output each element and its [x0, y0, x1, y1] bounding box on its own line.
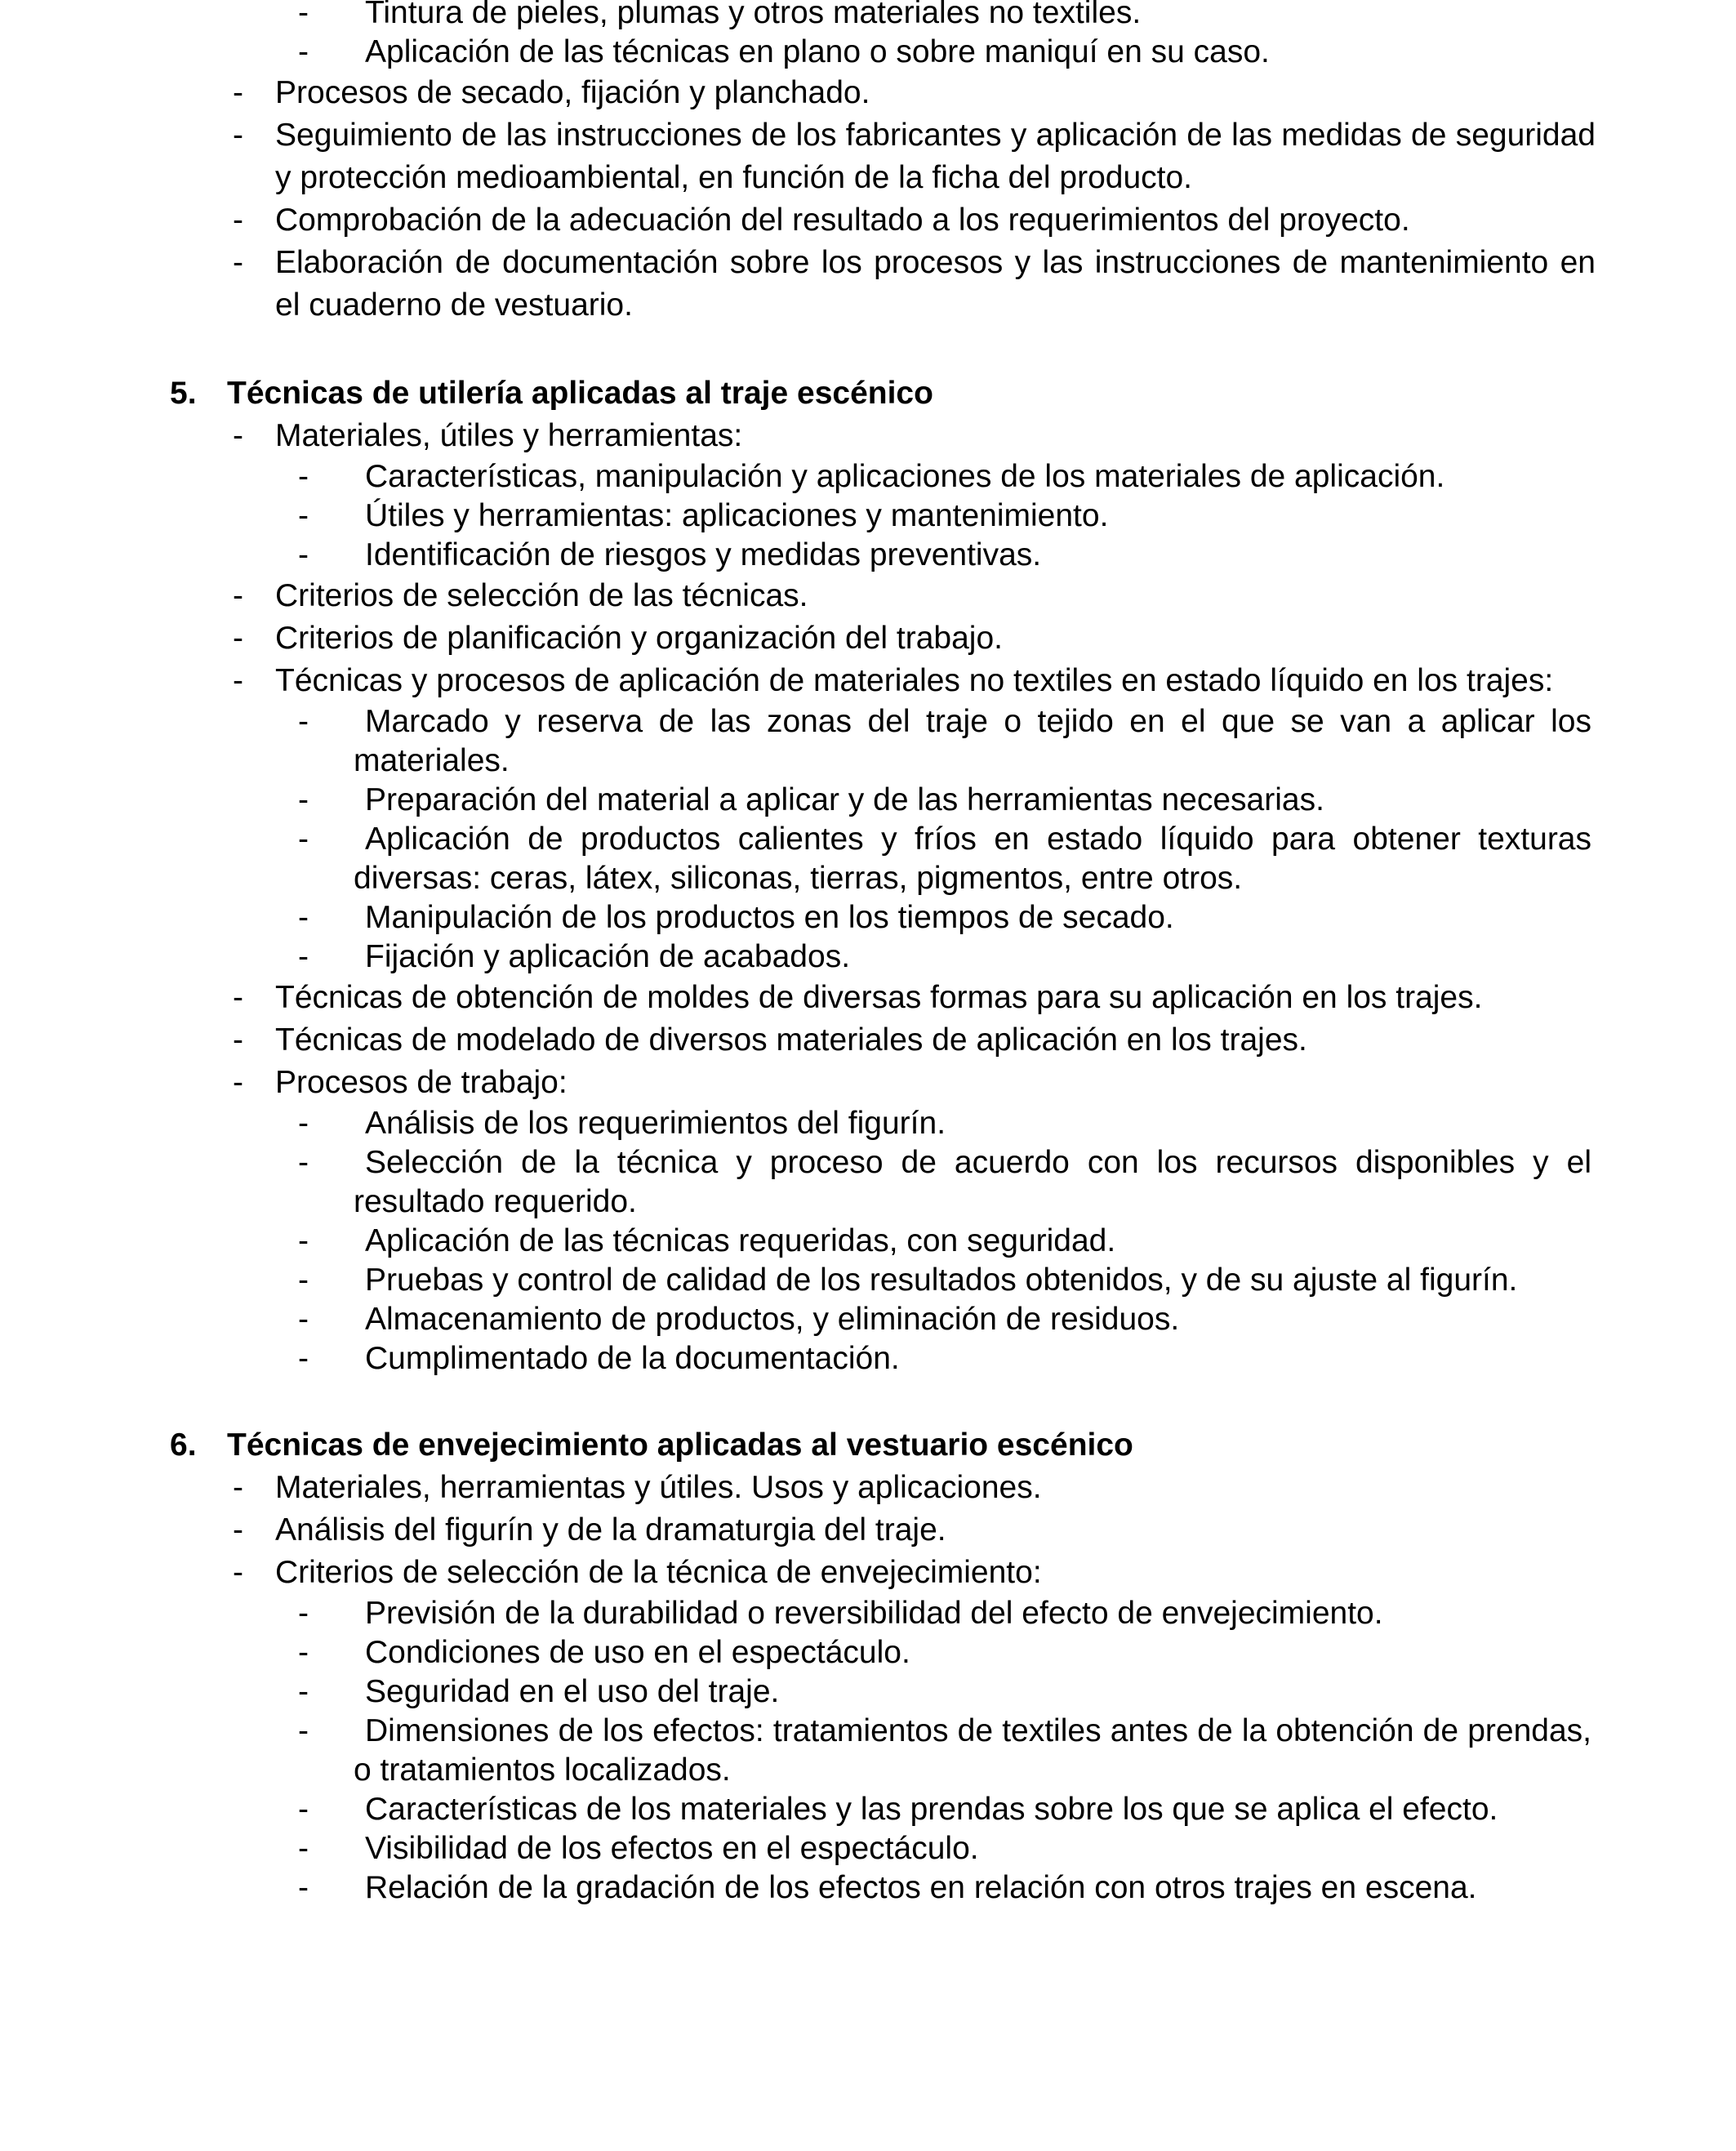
sub-list-item — [298, 536, 1591, 575]
section-title: Técnicas de utilería aplicadas al traje escénico — [227, 376, 933, 411]
sub-list-item — [298, 457, 1591, 497]
list-item-text: Criterios de selección de la técnica de envejecimiento: — [275, 1555, 1042, 1590]
bullet-dash: - — [298, 498, 309, 533]
bullet-dash: - — [298, 782, 309, 817]
sub-list-item-text: Características, manipulación y aplicaciones de los materiales de aplicación. — [365, 459, 1445, 494]
section-number: 5. — [170, 376, 197, 411]
sub-list-item-text: Almacenamiento de productos, y eliminación de residuos. — [365, 1302, 1180, 1337]
section-spacer — [0, 1378, 1736, 1424]
sub-list-item-text: Visibilidad de los efectos en el espectáculo. — [365, 1831, 979, 1866]
bullet-dash: - — [298, 537, 309, 572]
sub-list-item — [298, 1261, 1591, 1300]
bullet-dash: - — [233, 418, 243, 453]
sub-list-item — [298, 898, 1591, 937]
list-item-text: Técnicas de modelado de diversos materiales de aplicación en los trajes. — [275, 1022, 1307, 1058]
sub-list-item — [298, 781, 1591, 820]
sub-list-item — [298, 1104, 1591, 1143]
list-item — [233, 1467, 1596, 1509]
list-item — [233, 617, 1596, 660]
sub-list-item — [298, 1594, 1591, 1633]
bullet-dash: - — [233, 1022, 243, 1058]
bullet-dash: - — [298, 704, 309, 739]
list-item-text: Seguimiento de las instrucciones de los fabricantes y aplicación de las medidas de seguridad y protección medioambiental, en función de la ficha del producto. — [275, 118, 1596, 195]
sub-list-item-text: Útiles y herramientas: aplicaciones y mantenimiento. — [365, 498, 1109, 533]
sub-list-item-text: Condiciones de uso en el espectáculo. — [365, 1635, 910, 1670]
sub-list-item — [298, 1790, 1591, 1829]
sub-list-item — [298, 1633, 1591, 1672]
bullet-dash: - — [298, 0, 309, 30]
sub-list-item-text: Manipulación de los productos en los tiempos de secado. — [365, 900, 1174, 935]
sub-list-item-text: Previsión de la durabilidad o reversibilidad del efecto de envejecimiento. — [365, 1596, 1383, 1631]
sub-list-item-text: Aplicación de las técnicas requeridas, con seguridad. — [365, 1223, 1116, 1258]
list-item — [233, 1062, 1596, 1104]
sub-list-item — [298, 497, 1591, 536]
bullet-dash: - — [298, 1341, 309, 1376]
bullet-dash: - — [298, 1302, 309, 1337]
bullet-dash: - — [233, 245, 243, 280]
sub-list-item-text: Cumplimentado de la documentación. — [365, 1341, 900, 1376]
section-number: 6. — [170, 1427, 197, 1463]
list-item-text: Materiales, herramientas y útiles. Usos y aplicaciones. — [275, 1470, 1042, 1505]
list-item-text: Materiales, útiles y herramientas: — [275, 418, 743, 453]
bullet-dash: - — [233, 1555, 243, 1590]
sub-list-item — [298, 33, 1591, 72]
list-item-text: Procesos de trabajo: — [275, 1065, 568, 1100]
bullet-dash: - — [298, 1263, 309, 1298]
sub-list-item — [298, 702, 1591, 781]
bullet-dash: - — [298, 1713, 309, 1748]
bullet-dash: - — [233, 578, 243, 613]
sub-list-item — [298, 1829, 1591, 1868]
bullet-dash: - — [298, 34, 309, 69]
sub-list-item — [298, 1672, 1591, 1712]
sub-list-item-text: Características de los materiales y las prendas sobre los que se aplica el efecto. — [365, 1792, 1498, 1827]
bullet-dash: - — [298, 1870, 309, 1905]
list-item — [233, 199, 1596, 242]
sub-list-item-text: Análisis de los requerimientos del figurín. — [365, 1106, 946, 1141]
sub-list-item-text: Aplicación de las técnicas en plano o sobre maniquí en su caso. — [365, 34, 1270, 69]
sub-list-item — [298, 1339, 1591, 1378]
list-item-text: Criterios de selección de las técnicas. — [275, 578, 808, 613]
sub-list-item — [298, 1712, 1591, 1790]
sub-list-item-text: Marcado y reserva de las zonas del traje o tejido en el que se van a aplicar los materiales. — [354, 704, 1591, 778]
sub-list-item — [298, 820, 1591, 898]
sub-list-item — [298, 1300, 1591, 1339]
list-item-text: Análisis del figurín y de la dramaturgia del traje. — [275, 1512, 946, 1548]
sub-list-item-text: Selección de la técnica y proceso de acuerdo con los recursos disponibles y el resultado requerido. — [354, 1145, 1591, 1219]
sub-list-item-text: Identificación de riesgos y medidas preventivas. — [365, 537, 1042, 572]
list-item-text: Técnicas y procesos de aplicación de materiales no textiles en estado líquido en los trajes: — [275, 663, 1554, 698]
bullet-dash: - — [298, 939, 309, 974]
sub-list-item-text: Fijación y aplicación de acabados. — [365, 939, 851, 974]
bullet-dash: - — [298, 1831, 309, 1866]
bullet-dash: - — [233, 1470, 243, 1505]
sub-list-item — [298, 1222, 1591, 1261]
list-item — [233, 242, 1596, 327]
bullet-dash: - — [298, 1106, 309, 1141]
sub-list-item — [298, 1868, 1591, 1908]
list-item-text: Elaboración de documentación sobre los procesos y las instrucciones de mantenimiento en el cuaderno de vestuario. — [275, 245, 1596, 323]
bullet-dash: - — [233, 1065, 243, 1100]
list-item-text: Procesos de secado, fijación y planchado. — [275, 75, 870, 110]
sub-list-item-text: Relación de la gradación de los efectos en relación con otros trajes en escena. — [365, 1870, 1477, 1905]
list-item — [233, 660, 1596, 702]
bullet-dash: - — [233, 980, 243, 1015]
bullet-dash: - — [298, 1596, 309, 1631]
list-item — [233, 1509, 1596, 1552]
bullet-dash: - — [233, 203, 243, 238]
sub-list-item — [298, 1143, 1591, 1222]
list-item-text: Comprobación de la adecuación del resultado a los requerimientos del proyecto. — [275, 203, 1410, 238]
sub-list-item-text: Seguridad en el uso del traje. — [365, 1674, 780, 1709]
sub-list-item — [298, 0, 1591, 33]
bullet-dash: - — [233, 621, 243, 656]
sub-list-item-text: Preparación del material a aplicar y de las herramientas necesarias. — [365, 782, 1324, 817]
section-heading — [170, 372, 1736, 415]
list-item — [233, 114, 1596, 199]
bullet-dash: - — [298, 1145, 309, 1180]
bullet-dash: - — [298, 459, 309, 494]
bullet-dash: - — [298, 1674, 309, 1709]
list-item-text: Criterios de planificación y organización del trabajo. — [275, 621, 1003, 656]
sub-list-item-text: Dimensiones de los efectos: tratamientos de textiles antes de la obtención de prendas, o tratamientos localizados. — [354, 1713, 1591, 1788]
bullet-dash: - — [298, 822, 309, 857]
sub-list-item — [298, 937, 1591, 977]
bullet-dash: - — [298, 1223, 309, 1258]
section-heading — [170, 1424, 1736, 1467]
list-item — [233, 72, 1596, 114]
bullet-dash: - — [298, 900, 309, 935]
list-item — [233, 415, 1596, 457]
bullet-dash: - — [298, 1635, 309, 1670]
bullet-dash: - — [298, 1792, 309, 1827]
bullet-dash: - — [233, 663, 243, 698]
sub-list-item-text: Pruebas y control de calidad de los resultados obtenidos, y de su ajuste al figurín. — [365, 1263, 1518, 1298]
section-title: Técnicas de envejecimiento aplicadas al vestuario escénico — [227, 1427, 1133, 1463]
bullet-dash: - — [233, 75, 243, 110]
bullet-dash: - — [233, 1512, 243, 1548]
bullet-dash: - — [233, 118, 243, 153]
section-spacer — [0, 327, 1736, 372]
list-item — [233, 575, 1596, 617]
list-item — [233, 1019, 1596, 1062]
sub-list-item-text: Aplicación de productos calientes y fríos en estado líquido para obtener texturas diversas: ceras, látex, siliconas, tierras, pigmentos, entre otros. — [354, 822, 1591, 896]
list-item — [233, 977, 1596, 1019]
list-item-text: Técnicas de obtención de moldes de diversas formas para su aplicación en los trajes. — [275, 980, 1483, 1015]
sub-list-item-text: Tintura de pieles, plumas y otros materiales no textiles. — [365, 0, 1142, 30]
list-item — [233, 1552, 1596, 1594]
